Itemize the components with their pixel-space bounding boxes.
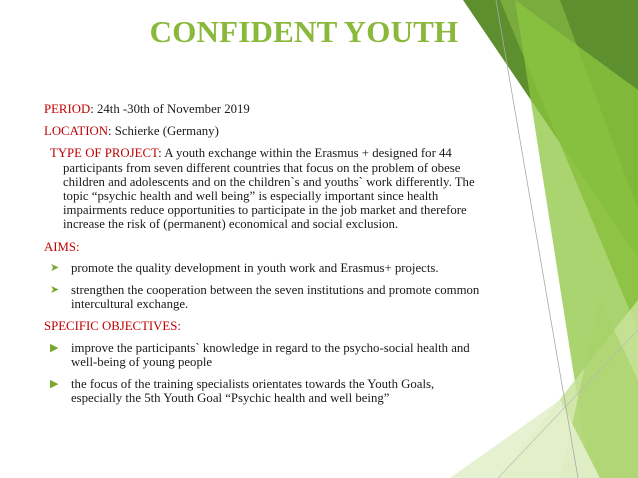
check-arrow-icon: ➤ [50,284,60,297]
slide-body [44,102,486,413]
location-value: : Schierke (Germany) [107,124,219,139]
aims-item: ➤ strengthen the cooperation between the seven institutions and promote common intercultural exchange. [50,283,480,312]
triangle-arrow-icon: ▶ [50,341,59,354]
project-type-label: TYPE OF PROJECT [50,146,159,161]
location-line [44,124,486,138]
objectives-item: ▶ the focus of the training specialists orientates towards the Youth Goals, especially the 5th Youth Goal “Psychic health and well being” [50,377,435,406]
objectives-item: ▶ improve the participants` knowledge in regard to the psycho-social health and well-being of young people [50,340,470,369]
triangle-arrow-icon: ▶ [50,378,59,391]
check-arrow-icon: ➤ [50,261,60,274]
slide-title: CONFIDENT YOUTH [149,14,459,49]
aims-item: ➤ promote the quality development in youth work and Erasmus+ projects. [50,260,439,275]
project-type-value: : A youth exchange within the Erasmus + designed for 44 participants from seven different countries that focus on the problem of obese children and adolescents and on the children`s and youths` work differently. The topic “psychic health and well being” is especially important since health impairments reduce opportunities to participate in the job market and therefore increase the risk of (permanent) economical and social exclusion. [63,146,475,232]
objectives-heading: SPECIFIC OBJECTIVES: [44,319,181,334]
project-type-paragraph [44,146,486,231]
period-label: PERIOD [44,102,91,116]
aims-heading: AIMS: [44,239,80,254]
period-value: : 24th -30th of November 2019 [90,102,250,116]
period-line [44,102,486,116]
location-label: LOCATION [44,124,108,139]
